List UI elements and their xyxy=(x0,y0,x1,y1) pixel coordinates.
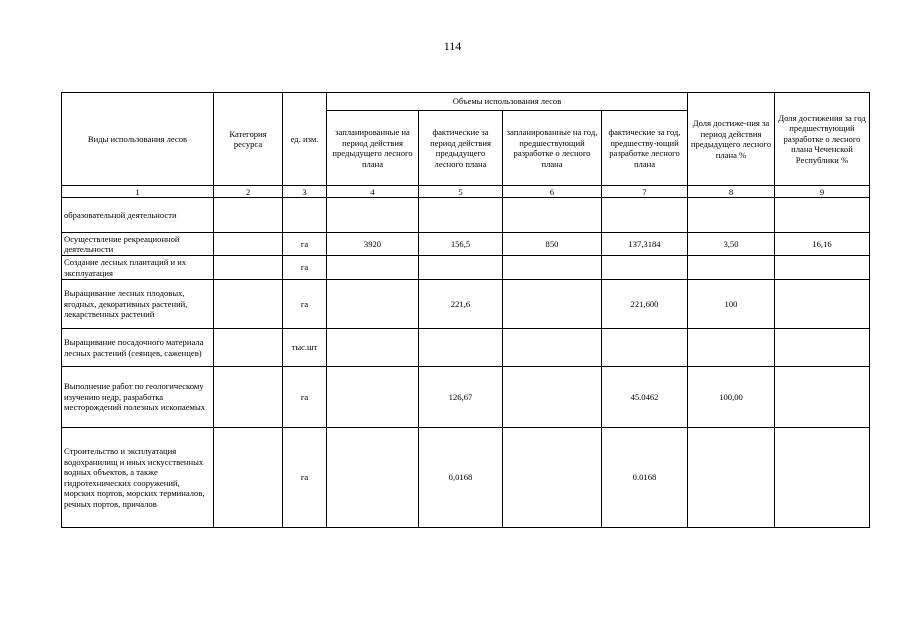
achievement-year-cell xyxy=(775,428,870,528)
actual-year-cell: 45.0462 xyxy=(602,367,688,428)
column-number: 6 xyxy=(503,186,602,198)
column-number: 2 xyxy=(214,186,283,198)
actual-year-cell xyxy=(602,198,688,233)
forest-use-table xyxy=(61,92,870,528)
column-number: 5 xyxy=(419,186,503,198)
planned-period-cell: 3920 xyxy=(327,233,419,256)
unit-cell: га xyxy=(283,367,327,428)
actual-period-cell xyxy=(419,198,503,233)
actual-period-cell xyxy=(419,256,503,280)
achievement-year-cell xyxy=(775,198,870,233)
column-number: 1 xyxy=(62,186,214,198)
activity-name: Строительство и эксплуатация водохранилищ и иных искусственных водных объектов, а также гидротехнических сооружений, морских портов, морских терминалов, речных портов, причалов xyxy=(62,428,214,528)
achievement-period-cell xyxy=(688,329,775,367)
header-actual-year: фактические за год, предшеству-ющий разработке лесного плана xyxy=(602,111,688,186)
column-number-row xyxy=(62,186,870,198)
actual-year-cell xyxy=(602,256,688,280)
achievement-year-cell xyxy=(775,280,870,329)
category-cell xyxy=(214,233,283,256)
activity-name: образовательной деятельности xyxy=(62,198,214,233)
column-number: 3 xyxy=(283,186,327,198)
actual-year-cell xyxy=(602,329,688,367)
activity-name: Создание лесных плантаций и их эксплуатация xyxy=(62,256,214,280)
activity-name: Выращивание лесных плодовых, ягодных, декоративных растений, лекарственных растений xyxy=(62,280,214,329)
achievement-year-cell xyxy=(775,329,870,367)
achievement-period-cell: 100 xyxy=(688,280,775,329)
activity-name: Выращивание посадочного материала лесных растений (сеянцев, саженцев) xyxy=(62,329,214,367)
unit-cell: тыс.шт xyxy=(283,329,327,367)
table-row xyxy=(62,280,870,329)
achievement-year-cell xyxy=(775,256,870,280)
planned-year-cell xyxy=(503,428,602,528)
planned-period-cell xyxy=(327,280,419,329)
actual-period-cell xyxy=(419,329,503,367)
category-cell xyxy=(214,256,283,280)
activity-name: Выполнение работ по геологическому изучению недр, разработка месторождений полезных ископаемых xyxy=(62,367,214,428)
table-row xyxy=(62,329,870,367)
column-number: 9 xyxy=(775,186,870,198)
achievement-period-cell xyxy=(688,256,775,280)
actual-period-cell: 156,5 xyxy=(419,233,503,256)
header-actual-period: фактические за период действия предыдущего лесного плана xyxy=(419,111,503,186)
achievement-period-cell: 100,00 xyxy=(688,367,775,428)
activity-name: Осуществление рекреационной деятельности xyxy=(62,233,214,256)
achievement-period-cell: 3,50 xyxy=(688,233,775,256)
header-unit: ед. изм. xyxy=(283,93,327,186)
planned-year-cell xyxy=(503,367,602,428)
achievement-year-cell xyxy=(775,367,870,428)
header-planned-period: запланированные на период действия предыдущего лесного плана xyxy=(327,111,419,186)
planned-period-cell xyxy=(327,256,419,280)
planned-period-cell xyxy=(327,329,419,367)
table-row xyxy=(62,198,870,233)
column-number: 4 xyxy=(327,186,419,198)
table-row xyxy=(62,367,870,428)
header-usage-volumes: Объемы использования лесов xyxy=(327,93,688,111)
planned-year-cell: 850 xyxy=(503,233,602,256)
header-planned-year: запланированные на год, предшествующий разработке о лесного плана xyxy=(503,111,602,186)
category-cell xyxy=(214,198,283,233)
achievement-period-cell xyxy=(688,428,775,528)
header-achievement-year: Доля достижения за год предшествующий разработке о лесного плана Чеченской Республики % xyxy=(775,93,870,186)
unit-cell: га xyxy=(283,280,327,329)
table-row xyxy=(62,233,870,256)
unit-cell: га xyxy=(283,256,327,280)
actual-period-cell: 221,6 xyxy=(419,280,503,329)
category-cell xyxy=(214,367,283,428)
category-cell xyxy=(214,329,283,367)
page-number: 114 xyxy=(443,39,462,53)
unit-cell xyxy=(283,198,327,233)
achievement-year-cell: 16,16 xyxy=(775,233,870,256)
actual-year-cell: 137,3184 xyxy=(602,233,688,256)
category-cell xyxy=(214,428,283,528)
planned-year-cell xyxy=(503,280,602,329)
unit-cell: га xyxy=(283,233,327,256)
actual-year-cell: 221,600 xyxy=(602,280,688,329)
planned-period-cell xyxy=(327,367,419,428)
actual-period-cell: 126,67 xyxy=(419,367,503,428)
column-number: 7 xyxy=(602,186,688,198)
actual-period-cell: 0,0168 xyxy=(419,428,503,528)
table-row xyxy=(62,256,870,280)
header-achievement-period: Доля достиже-ния за период действия предыдущего лесного плана % xyxy=(688,93,775,186)
column-number: 8 xyxy=(688,186,775,198)
planned-year-cell xyxy=(503,329,602,367)
unit-cell: га xyxy=(283,428,327,528)
achievement-period-cell xyxy=(688,198,775,233)
header-activity-types: Виды использования лесов xyxy=(62,93,214,186)
category-cell xyxy=(214,280,283,329)
planned-year-cell xyxy=(503,198,602,233)
planned-period-cell xyxy=(327,198,419,233)
header-resource-category: Категория ресурса xyxy=(214,93,283,186)
table-row xyxy=(62,428,870,528)
actual-year-cell: 0.0168 xyxy=(602,428,688,528)
planned-period-cell xyxy=(327,428,419,528)
planned-year-cell xyxy=(503,256,602,280)
